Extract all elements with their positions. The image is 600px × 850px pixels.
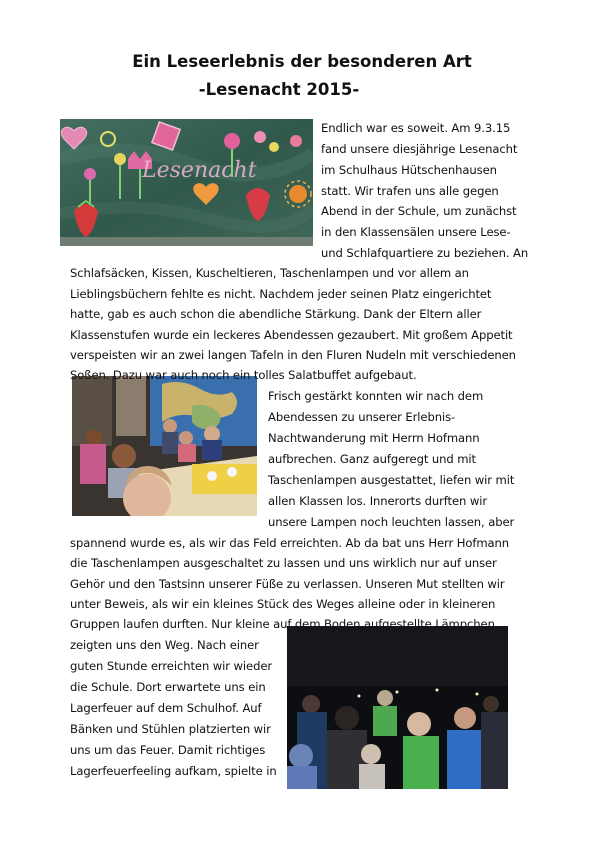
text-line: uns um das Feuer. Damit richtiges	[70, 743, 266, 757]
text-line: unsere Lampen noch leuchten lassen, aber	[268, 515, 515, 529]
text-line: Lieblingsbüchern fehlte es nicht. Nachdem jeder seinen Platz eingerichtet	[70, 287, 492, 301]
text-line: in den Klassensälen unsere Lese-	[321, 225, 511, 239]
text-line: Klassenstufen wurde ein leckeres Abendessen gezaubert. Mit großem Appetit	[70, 328, 513, 342]
text-line: aufbrechen. Ganz aufgeregt und mit	[268, 452, 476, 466]
text-line: Bänken und Stühlen platzierten wir	[70, 722, 271, 736]
text-line: unter Beweis, als wir ein kleines Stück des Weges alleine oder in kleineren	[70, 597, 496, 611]
text-line: die Taschenlampen ausgeschaltet zu lassen und uns wirklich nur auf unser	[70, 556, 497, 570]
text-line: spannend wurde es, als wir das Feld erreichten. Ab da bat uns Herr Hofmann	[70, 536, 510, 550]
text-line: Nachtwanderung mit Herrn Hofmann	[268, 431, 480, 445]
text-line: Lagerfeuer auf dem Schulhof. Auf	[70, 701, 262, 715]
text-line: Abend in der Schule, um zunächst	[321, 204, 517, 218]
chalkboard-photo	[60, 119, 313, 246]
text-line: Gehör und den Tastsinn unserer Füße zu verlassen. Unseren Mut stellten wir	[70, 577, 505, 591]
dinner-scene	[72, 376, 257, 516]
chalkboard-drawing	[60, 119, 313, 246]
text-line: Abendessen zu unserer Erlebnis-	[268, 410, 456, 424]
night-scene	[287, 626, 508, 789]
document-title: Ein Leseerlebnis der besonderen Art	[132, 52, 472, 71]
dinner-photo	[72, 376, 257, 516]
text-line: hatte, gab es auch schon die abendliche Stärkung. Dank der Eltern aller	[70, 307, 482, 321]
text-line: Lagerfeuerfeeling aufkam, spielte in	[70, 764, 277, 778]
text-line: statt. Wir trafen uns alle gegen	[321, 184, 499, 198]
text-line: verspeisten wir an zwei langen Tafeln in den Fluren Nudeln mit verschiedenen	[70, 348, 516, 362]
text-line: zeigten uns den Weg. Nach einer	[70, 638, 259, 652]
text-line: die Schule. Dort erwartete uns ein	[70, 680, 266, 694]
text-line: Taschenlampen ausgestattet, liefen wir mit	[268, 473, 515, 487]
document-subtitle: -Lesenacht 2015-	[198, 80, 360, 99]
chalkboard-text: Lesenacht	[142, 158, 257, 183]
text-line: fand unsere diesjährige Lesenacht	[321, 142, 518, 156]
text-line: im Schulhaus Hütschenhausen	[321, 163, 497, 177]
text-line: Soßen. Dazu war auch noch ein tolles Salatbuffet aufgebaut.	[70, 368, 417, 382]
text-line: Frisch gestärkt konnten wir nach dem	[268, 389, 484, 403]
night-walk-photo	[287, 626, 508, 789]
text-line: Schlafsäcken, Kissen, Kuscheltieren, Taschenlampen und vor allem an	[70, 266, 469, 280]
text-line: guten Stunde erreichten wir wieder	[70, 659, 273, 673]
text-line: Gruppen laufen durften. Nur kleine auf dem Boden aufgestellte Lämpchen	[70, 617, 495, 631]
text-line: Endlich war es soweit. Am 9.3.15	[321, 121, 511, 135]
text-line: allen Klassen los. Innerorts durften wir	[268, 494, 488, 508]
text-line: und Schlafquartiere zu beziehen. An	[321, 246, 529, 260]
